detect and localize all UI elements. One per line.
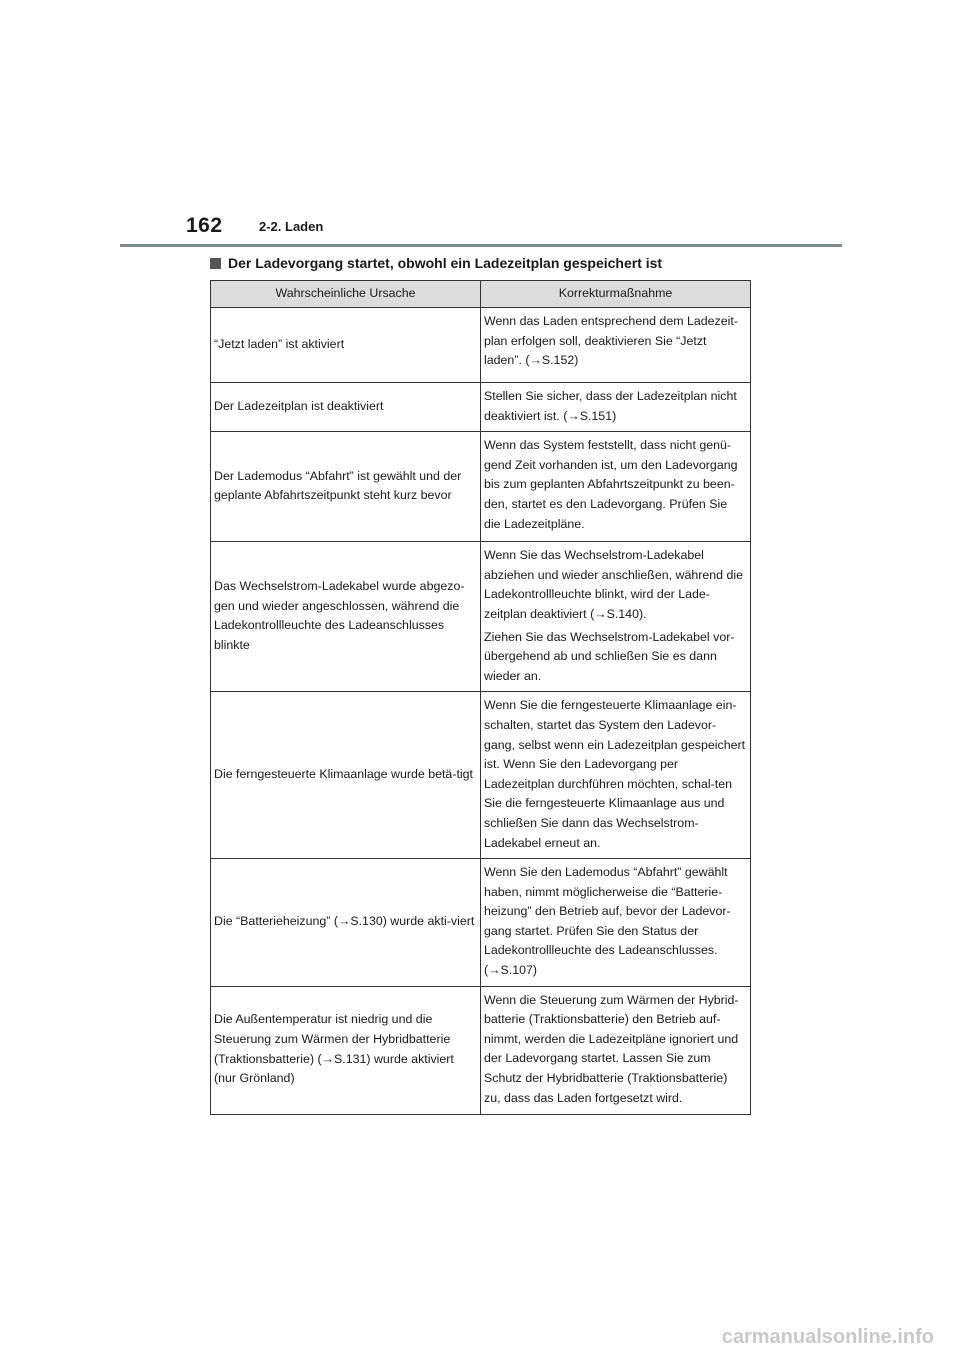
- action-cell: [481, 542, 751, 692]
- action-cell: [481, 432, 751, 542]
- column-header-action: Korrekturmaßnahme: [481, 281, 751, 308]
- page-number: 162: [186, 214, 223, 237]
- section-heading-text: Der Ladevorgang startet, obwohl ein Ladezeitplan gespeichert ist: [228, 255, 663, 271]
- troubleshooting-table: [210, 280, 751, 1115]
- action-cell: [481, 692, 751, 859]
- action-text: Ziehen Sie das Wechselstrom-Ladekabel vor-übergehend ab und schließen Sie es dann wieder an.: [484, 629, 735, 683]
- cause-cell: Die “Batterieheizung” (→S.130) wurde akti-viert: [211, 859, 481, 987]
- action-text: Wenn die Steuerung zum Wärmen der Hybrid-batterie (Traktionsbatterie) den Betrieb auf-nimmt, werden die Ladezeitpläne ignoriert und der Ladevorgang startet. Lassen Sie zum Schutz der Hybridbatterie (Traktionsbatterie) zu, dass das Laden fortgesetzt wird.: [484, 992, 739, 1105]
- cause-cell: Die ferngesteuerte Klimaanlage wurde betä-tigt: [211, 692, 481, 859]
- cause-cell: Der Ladezeitplan ist deaktiviert: [211, 383, 481, 432]
- bullet-square-icon: [210, 258, 221, 269]
- action-text: Wenn Sie die ferngesteuerte Klimaanlage ein-schalten, startet das System den Ladevor-gang, selbst wenn ein Ladezeitplan gespeichert ist. Wenn Sie den Ladevorgang per Ladezeitplan durchführen möchten, schal-ten Sie die ferngesteuerte Klimaanlage aus und schließen Sie dann das Wechselstrom-Ladekabel erneut an.: [484, 698, 746, 850]
- action-cell: [481, 859, 751, 987]
- action-cell: [481, 308, 751, 383]
- table-row: [211, 859, 751, 987]
- cause-cell: Die Außentemperatur ist niedrig und die Steuerung zum Wärmen der Hybridbatterie (Traktionsbatterie) (→S.131) wurde aktiviert (nur Grönland): [211, 986, 481, 1114]
- cause-cell: Das Wechselstrom-Ladekabel wurde abgezo-gen und wieder angeschlossen, während die Ladekontrollleuchte des Ladeanschlusses blinkte: [211, 542, 481, 692]
- section-heading: [210, 255, 662, 271]
- table-row: [211, 308, 751, 383]
- watermark-text: carmanualsonline.info: [721, 1326, 934, 1348]
- table-row: [211, 542, 751, 692]
- action-text: Wenn das System feststellt, dass nicht genü-gend Zeit vorhanden ist, um den Ladevorgang bis zum geplanten Abfahrtszeitpunkt zu been-den, startet es den Ladevorgang. Prüfen Sie die Ladezeitpläne.: [484, 438, 738, 531]
- table-row: [211, 432, 751, 542]
- table-row: [211, 383, 751, 432]
- cause-cell: “Jetzt laden” ist aktiviert: [211, 308, 481, 383]
- action-cell: [481, 383, 751, 432]
- action-text: Wenn das Laden entsprechend dem Ladezeit-plan erfolgen soll, deaktivieren Sie “Jetzt laden”. (→S.152): [484, 314, 738, 368]
- action-text: Stellen Sie sicher, dass der Ladezeitplan nicht deaktiviert ist. (→S.151): [484, 389, 737, 423]
- table-row: [211, 692, 751, 859]
- action-text: Wenn Sie das Wechselstrom-Ladekabel abziehen und wieder anschließen, während die Ladekontrollleuchte blinkt, wird der Lade-zeitplan deaktiviert (→S.140).: [484, 548, 743, 621]
- header-divider: [120, 244, 842, 247]
- column-header-cause: Wahrscheinliche Ursache: [211, 281, 481, 308]
- cause-cell: Der Lademodus “Abfahrt” ist gewählt und der geplante Abfahrtszeitpunkt steht kurz bevor: [211, 432, 481, 542]
- action-text: Wenn Sie den Lademodus “Abfahrt” gewählt haben, nimmt möglicherweise die “Batterie-heizung” den Betrieb auf, bevor der Ladevor-gang startet. Prüfen Sie den Status der Ladekontrollleuchte des Ladeanschlusses. (→S.107): [484, 865, 731, 978]
- section-label: 2-2. Laden: [259, 219, 324, 234]
- table-row: [211, 986, 751, 1114]
- action-cell: [481, 986, 751, 1114]
- table-header-row: [211, 281, 751, 308]
